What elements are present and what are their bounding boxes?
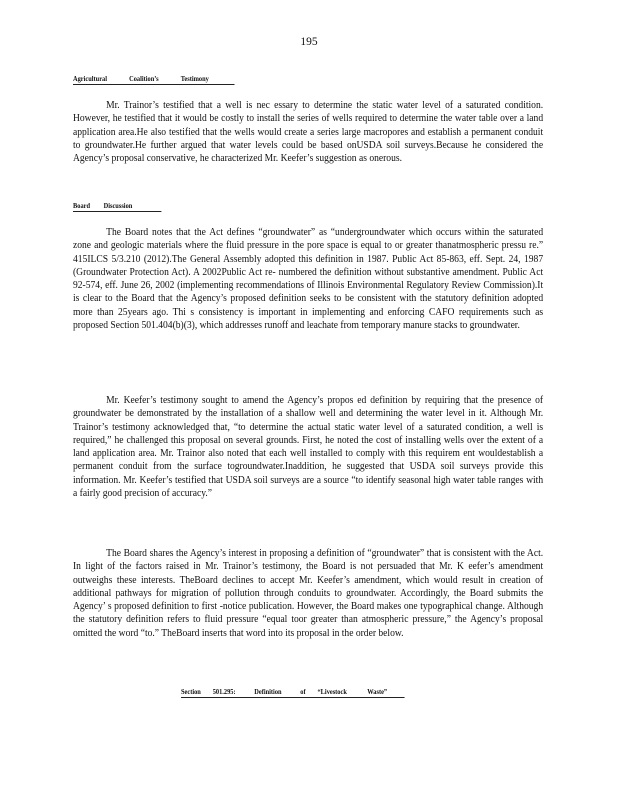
board-paragraph-2: Mr. Keefer’s testimony sought to amend the Agency’s propos ed definition by requiring that the presence of groundwater be demonstrated by the installation of a shallow well and determining the water level in it. Although Mr. Trainor’s testimony acknowledged that, “to determine the actual static water level of a saturated condition, a well is required,” he challenged this proposal on several grounds. First, he noted the cost of installing wells over the extent of a land application area. Mr. Trainor also noted that each well installed to comply with this requirem ent wouldestablish a permanent conduit from the surface togroundwater.Inaddition, he suggested that USDA soil surveys provide this information. Mr. Keefer’s testified that USDA soil surveys are a source “to identify seasonal high water table ranges with a fairly good precision of accuracy.” xyxy=(73,395,544,500)
agricultural-paragraph: Mr. Trainor’s testified that a well is nec essary to determine the static water level of a saturated condition. However, he testified that it would be costly to install the series of wells required to determine the water table over a land application area.He also testified that the wells would create a series large macropores and establish a permanent conduit to groundwater.He further argued that water levels could be based onUSDA soil surveys.Because he considered the Agency’s proposal conservative, he characterized Mr. Keefer’s suggestion as onerous. xyxy=(73,100,544,165)
board-discussion-heading: Board Discussion xyxy=(73,201,161,212)
board-paragraph-3: The Board shares the Agency’s interest in proposing a definition of “groundwater” that is consistent with the Act. In light of the factors raised in Mr. Trainor’s testimony, the Board is not persuaded that Mr. K eefer’s amendment outweighs these interests. TheBoard declines to accept Mr. Keefer’s amendment, which would result in creation of additional pathways for migration of pollution through conduits to groundwater. Accordingly, the Board submits the Agency’ s proposed definition to first -notice publication. However, the Board makes one typographical change. Although the statutory definition refers to fluid pressure “equal toor greater than atmospheric pressure,” the Agency’s proposal omitted the word “to.” TheBoard inserts that word into its proposal in the order below. xyxy=(73,548,544,639)
page-number: 195 xyxy=(300,36,318,48)
agricultural-coalition-heading: Agricultural Coalition’s Testimony xyxy=(73,74,234,85)
section-501-295-heading: Section 501.295: Definition of “Livestock Waste” xyxy=(181,687,404,698)
board-paragraph-1: The Board notes that the Act defines “groundwater” as “undergroundwater which occurs within the saturated zone and geologic materials where the fluid pressure in the pore space is equal to or greater thanatmospheric pressu re.” 415ILCS 5/3.210 (2012).The General Assembly adopted this definition in 1987. Public Act 85-863, eff. Sept. 24, 1987 (Groundwater Protection Act). A 2002Public Act re- numbered the definition without substantive amendment. Public Act 92-574, eff. June 26, 2002 (implementing recommendations of Illinois Environmental Regulatory Review Commission).It is clear to the Board that the Agency’s proposed definition seeks to be consistent with the statutory definition adopted more than 25years ago. Thi s consistency is important in implementing and enforcing CAFO requirements such as proposed Section 501.404(b)(3), which addresses runoff and leachate from temporary manure stacks to groundwater. xyxy=(73,227,544,332)
